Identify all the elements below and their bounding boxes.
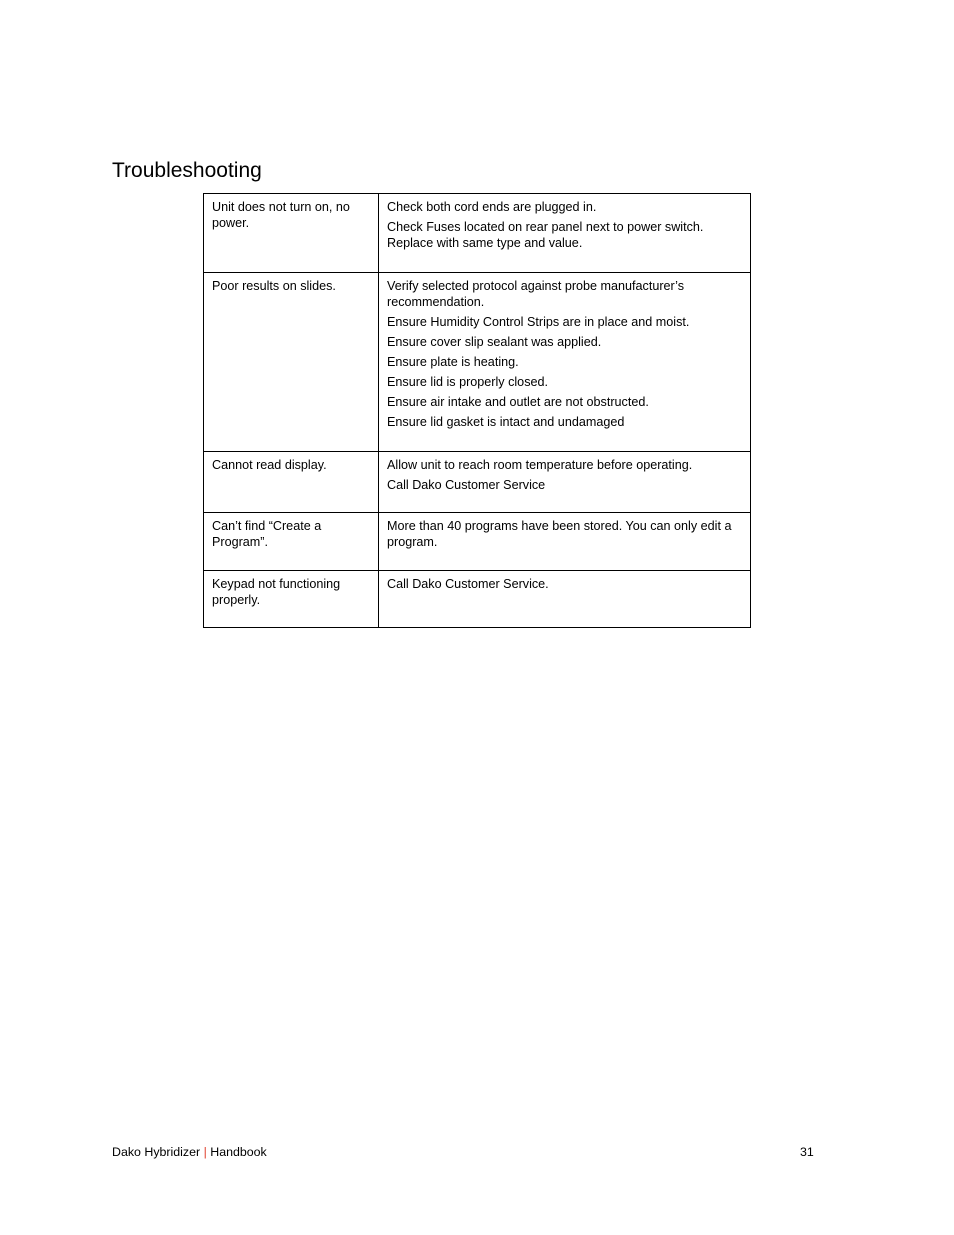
page-number: 31 (800, 1145, 814, 1159)
footer-product: Dako Hybridizer (112, 1145, 201, 1159)
solution-cell (379, 194, 751, 273)
table-row (204, 513, 751, 571)
table-row (204, 273, 751, 452)
solution-item: Ensure air intake and outlet are not obstructed. (387, 394, 649, 409)
solution-item: Allow unit to reach room temperature before operating. (387, 458, 693, 472)
solution-item: Verify selected protocol against probe manufacturer’s recommendation. (387, 279, 685, 309)
solution-item: Ensure lid is properly closed. (387, 374, 548, 389)
table-row (204, 571, 751, 628)
troubleshooting-table (203, 193, 751, 628)
solution-cell (379, 273, 751, 452)
solution-item: Check Fuses located on rear panel next to power switch. Replace with same type and value. (387, 220, 704, 250)
problem-cell: Cannot read display. (204, 452, 379, 513)
footer-doc: Handbook (210, 1145, 267, 1159)
table-row (204, 194, 751, 273)
problem-cell: Can’t find “Create a Program”. (204, 513, 379, 571)
solution-item: Call Dako Customer Service (387, 478, 546, 492)
solution-item: Ensure cover slip sealant was applied. (387, 334, 602, 349)
solution-cell (379, 571, 751, 628)
solution-cell (379, 513, 751, 571)
solution-cell (379, 452, 751, 513)
solution-item: More than 40 programs have been stored. You can only edit a program. (387, 519, 732, 549)
problem-cell: Keypad not functioning properly. (204, 571, 379, 628)
footer-doc-title (112, 1145, 267, 1159)
page-title: Troubleshooting (112, 159, 262, 182)
solution-item: Check both cord ends are plugged in. (387, 200, 597, 214)
solution-item: Ensure plate is heating. (387, 354, 519, 369)
solution-item: Call Dako Customer Service. (387, 577, 549, 591)
problem-cell: Unit does not turn on, no power. (204, 194, 379, 273)
problem-cell: Poor results on slides. (204, 273, 379, 452)
table-row (204, 452, 751, 513)
solution-item: Ensure Humidity Control Strips are in place and moist. (387, 314, 690, 329)
solution-item: Ensure lid gasket is intact and undamaged (387, 414, 625, 429)
footer-separator: | (203, 1145, 207, 1159)
